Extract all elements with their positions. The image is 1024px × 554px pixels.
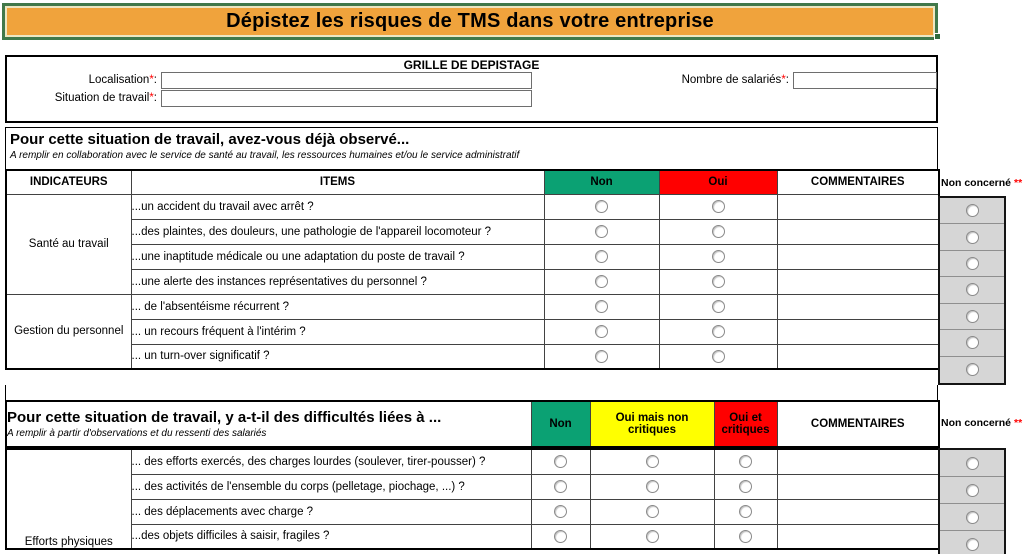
indicator-gestion-du-personnel: Gestion du personnel [6, 294, 131, 369]
non-concerne-cell [940, 477, 1004, 504]
non-concerne-cell [940, 198, 1004, 224]
radio-non[interactable] [554, 530, 567, 543]
radio-non-concerne[interactable] [966, 363, 979, 376]
col-header-oui: Oui [659, 170, 777, 194]
cell-oui-non-critiques [590, 449, 714, 474]
cell-oui-non-critiques [590, 499, 714, 524]
radio-non[interactable] [595, 225, 608, 238]
non-concerne-header [941, 417, 1022, 429]
radio-oui-non-critiques[interactable] [646, 455, 659, 468]
cell-oui-critiques [714, 474, 777, 499]
difficulties-table [5, 448, 940, 550]
radio-oui-non-critiques[interactable] [646, 530, 659, 543]
item-label: ... des efforts exercés, des charges lourdes (soulever, tirer-pousser) ? [131, 449, 531, 474]
section1-subtitle: A remplir en collaboration avec le service de santé au travail, les ressources humaines et/ou le service administratif [10, 150, 520, 161]
cell-non [544, 344, 659, 369]
cell-non [544, 194, 659, 219]
cell-non [544, 269, 659, 294]
required-asterisk: * [149, 92, 154, 104]
header-form [5, 55, 938, 123]
spacer-band [5, 385, 938, 400]
comment-cell[interactable] [777, 244, 939, 269]
salaries-label [527, 74, 789, 86]
localisation-label-text: Localisation [88, 74, 150, 86]
radio-non-concerne[interactable] [966, 231, 979, 244]
section1-header [5, 127, 938, 169]
radio-oui[interactable] [712, 300, 725, 313]
localisation-label [7, 74, 157, 86]
situation-label-text: Situation de travail [54, 92, 150, 104]
radio-oui-non-critiques[interactable] [646, 480, 659, 493]
cell-oui-non-critiques [590, 474, 714, 499]
item-label: ...une alerte des instances représentatives du personnel ? [131, 269, 544, 294]
radio-non[interactable] [595, 275, 608, 288]
col-header-indicateurs: INDICATEURS [6, 170, 131, 194]
page-title-banner [2, 3, 938, 40]
label-colon: : [153, 92, 157, 104]
cell-oui [659, 294, 777, 319]
item-label: ... un recours fréquent à l'intérim ? [131, 319, 544, 344]
radio-non-concerne[interactable] [966, 204, 979, 217]
salaries-input[interactable] [793, 72, 937, 89]
radio-non-concerne[interactable] [966, 538, 979, 551]
radio-oui-critiques[interactable] [739, 505, 752, 518]
cell-oui [659, 319, 777, 344]
selection-handle[interactable] [934, 33, 941, 40]
localisation-input[interactable] [161, 72, 532, 89]
double-asterisk-mark: ** [1014, 417, 1023, 429]
comment-cell[interactable] [777, 319, 939, 344]
non-concerne-cell [940, 531, 1004, 554]
cell-oui-critiques [714, 499, 777, 524]
comment-cell[interactable] [777, 219, 939, 244]
col-header-commentaires: COMMENTAIRES [777, 170, 939, 194]
col-header-commentaires: COMMENTAIRES [777, 401, 939, 447]
radio-non-concerne[interactable] [966, 283, 979, 296]
radio-non-concerne[interactable] [966, 484, 979, 497]
non-concerne-cell [940, 224, 1004, 250]
label-colon: : [785, 74, 789, 86]
col-header-items: ITEMS [131, 170, 544, 194]
double-asterisk-mark: ** [1014, 177, 1023, 189]
col-header-oui-non-critiques: Oui mais non critiques [590, 401, 714, 447]
cell-oui-critiques [714, 449, 777, 474]
radio-oui-critiques[interactable] [739, 480, 752, 493]
cell-non [531, 449, 590, 474]
comment-cell[interactable] [777, 194, 939, 219]
non-concerne-header [941, 177, 1022, 189]
item-label: ...un accident du travail avec arrêt ? [131, 194, 544, 219]
indicator-sante-au-travail: Santé au travail [6, 194, 131, 294]
non-concerne-cell [940, 330, 1004, 356]
item-label: ...des plaintes, des douleurs, une pathologie de l'appareil locomoteur ? [131, 219, 544, 244]
radio-non[interactable] [554, 455, 567, 468]
item-label: ...des objets difficiles à saisir, fragiles ? [131, 524, 531, 549]
radio-non-concerne[interactable] [966, 310, 979, 323]
radio-non[interactable] [554, 480, 567, 493]
salaries-label-text: Nombre de salariés [681, 74, 782, 86]
radio-oui[interactable] [712, 200, 725, 213]
observations-table [5, 169, 940, 370]
item-label: ... un turn-over significatif ? [131, 344, 544, 369]
situation-label [7, 92, 157, 104]
cell-non [531, 524, 590, 549]
radio-oui-non-critiques[interactable] [646, 505, 659, 518]
cell-oui-non-critiques [590, 524, 714, 549]
cell-non [531, 474, 590, 499]
non-concerne-label: Non concerné [941, 417, 1012, 429]
non-concerne-label: Non concerné [941, 177, 1012, 189]
radio-oui[interactable] [712, 325, 725, 338]
cell-non [544, 294, 659, 319]
radio-oui[interactable] [712, 250, 725, 263]
cell-oui [659, 244, 777, 269]
radio-oui[interactable] [712, 225, 725, 238]
non-concerne-column [938, 196, 1006, 385]
item-label: ... des activités de l'ensemble du corps (pelletage, piochage, ...) ? [131, 474, 531, 499]
radio-non-concerne[interactable] [966, 336, 979, 349]
cell-oui [659, 194, 777, 219]
radio-oui[interactable] [712, 350, 725, 363]
form-title: GRILLE DE DEPISTAGE [403, 58, 540, 72]
radio-oui-critiques[interactable] [739, 455, 752, 468]
cell-oui [659, 344, 777, 369]
page-title: Dépistez les risques de TMS dans votre entreprise [226, 10, 714, 32]
comment-cell[interactable] [777, 474, 939, 499]
radio-non[interactable] [595, 200, 608, 213]
radio-non[interactable] [595, 325, 608, 338]
item-label: ... des déplacements avec charge ? [131, 499, 531, 524]
cell-oui [659, 219, 777, 244]
section2-title: Pour cette situation de travail, y a-t-il des difficultés liées à ... [7, 409, 442, 426]
radio-non[interactable] [595, 300, 608, 313]
non-concerne-cell [940, 357, 1004, 383]
comment-cell[interactable] [777, 294, 939, 319]
non-concerne-cell [940, 504, 1004, 531]
item-label: ...une inaptitude médicale ou une adaptation du poste de travail ? [131, 244, 544, 269]
radio-non-concerne[interactable] [966, 511, 979, 524]
cell-non [531, 499, 590, 524]
required-asterisk: * [781, 74, 786, 86]
comment-cell[interactable] [777, 269, 939, 294]
comment-cell[interactable] [777, 499, 939, 524]
radio-oui-critiques[interactable] [739, 530, 752, 543]
non-concerne-column [938, 448, 1006, 554]
section2-header [6, 401, 531, 447]
radio-oui[interactable] [712, 275, 725, 288]
required-asterisk: * [149, 74, 154, 86]
non-concerne-cell [940, 304, 1004, 330]
comment-cell[interactable] [777, 524, 939, 549]
cell-oui-critiques [714, 524, 777, 549]
label-colon: : [153, 74, 157, 86]
cell-non [544, 219, 659, 244]
radio-non[interactable] [554, 505, 567, 518]
cell-oui [659, 269, 777, 294]
non-concerne-cell [940, 251, 1004, 277]
col-header-non: Non [544, 170, 659, 194]
indicator-efforts-physiques: Efforts physiques [6, 449, 131, 549]
section2-subtitle: A remplir à partir d'observations et du ressenti des salariés [7, 428, 267, 439]
radio-non-concerne[interactable] [966, 457, 979, 470]
item-label: ... de l'absentéisme récurrent ? [131, 294, 544, 319]
cell-non [544, 319, 659, 344]
difficulties-header-table [5, 400, 940, 448]
non-concerne-cell [940, 450, 1004, 477]
non-concerne-cell [940, 277, 1004, 303]
situation-input[interactable] [161, 90, 532, 107]
radio-non[interactable] [595, 250, 608, 263]
radio-non-concerne[interactable] [966, 257, 979, 270]
section1-title: Pour cette situation de travail, avez-vous déjà observé... [10, 131, 410, 148]
comment-cell[interactable] [777, 344, 939, 369]
comment-cell[interactable] [777, 449, 939, 474]
col-header-oui-critiques: Oui et critiques [714, 401, 777, 447]
col-header-non: Non [531, 401, 590, 447]
radio-non[interactable] [595, 350, 608, 363]
cell-non [544, 244, 659, 269]
